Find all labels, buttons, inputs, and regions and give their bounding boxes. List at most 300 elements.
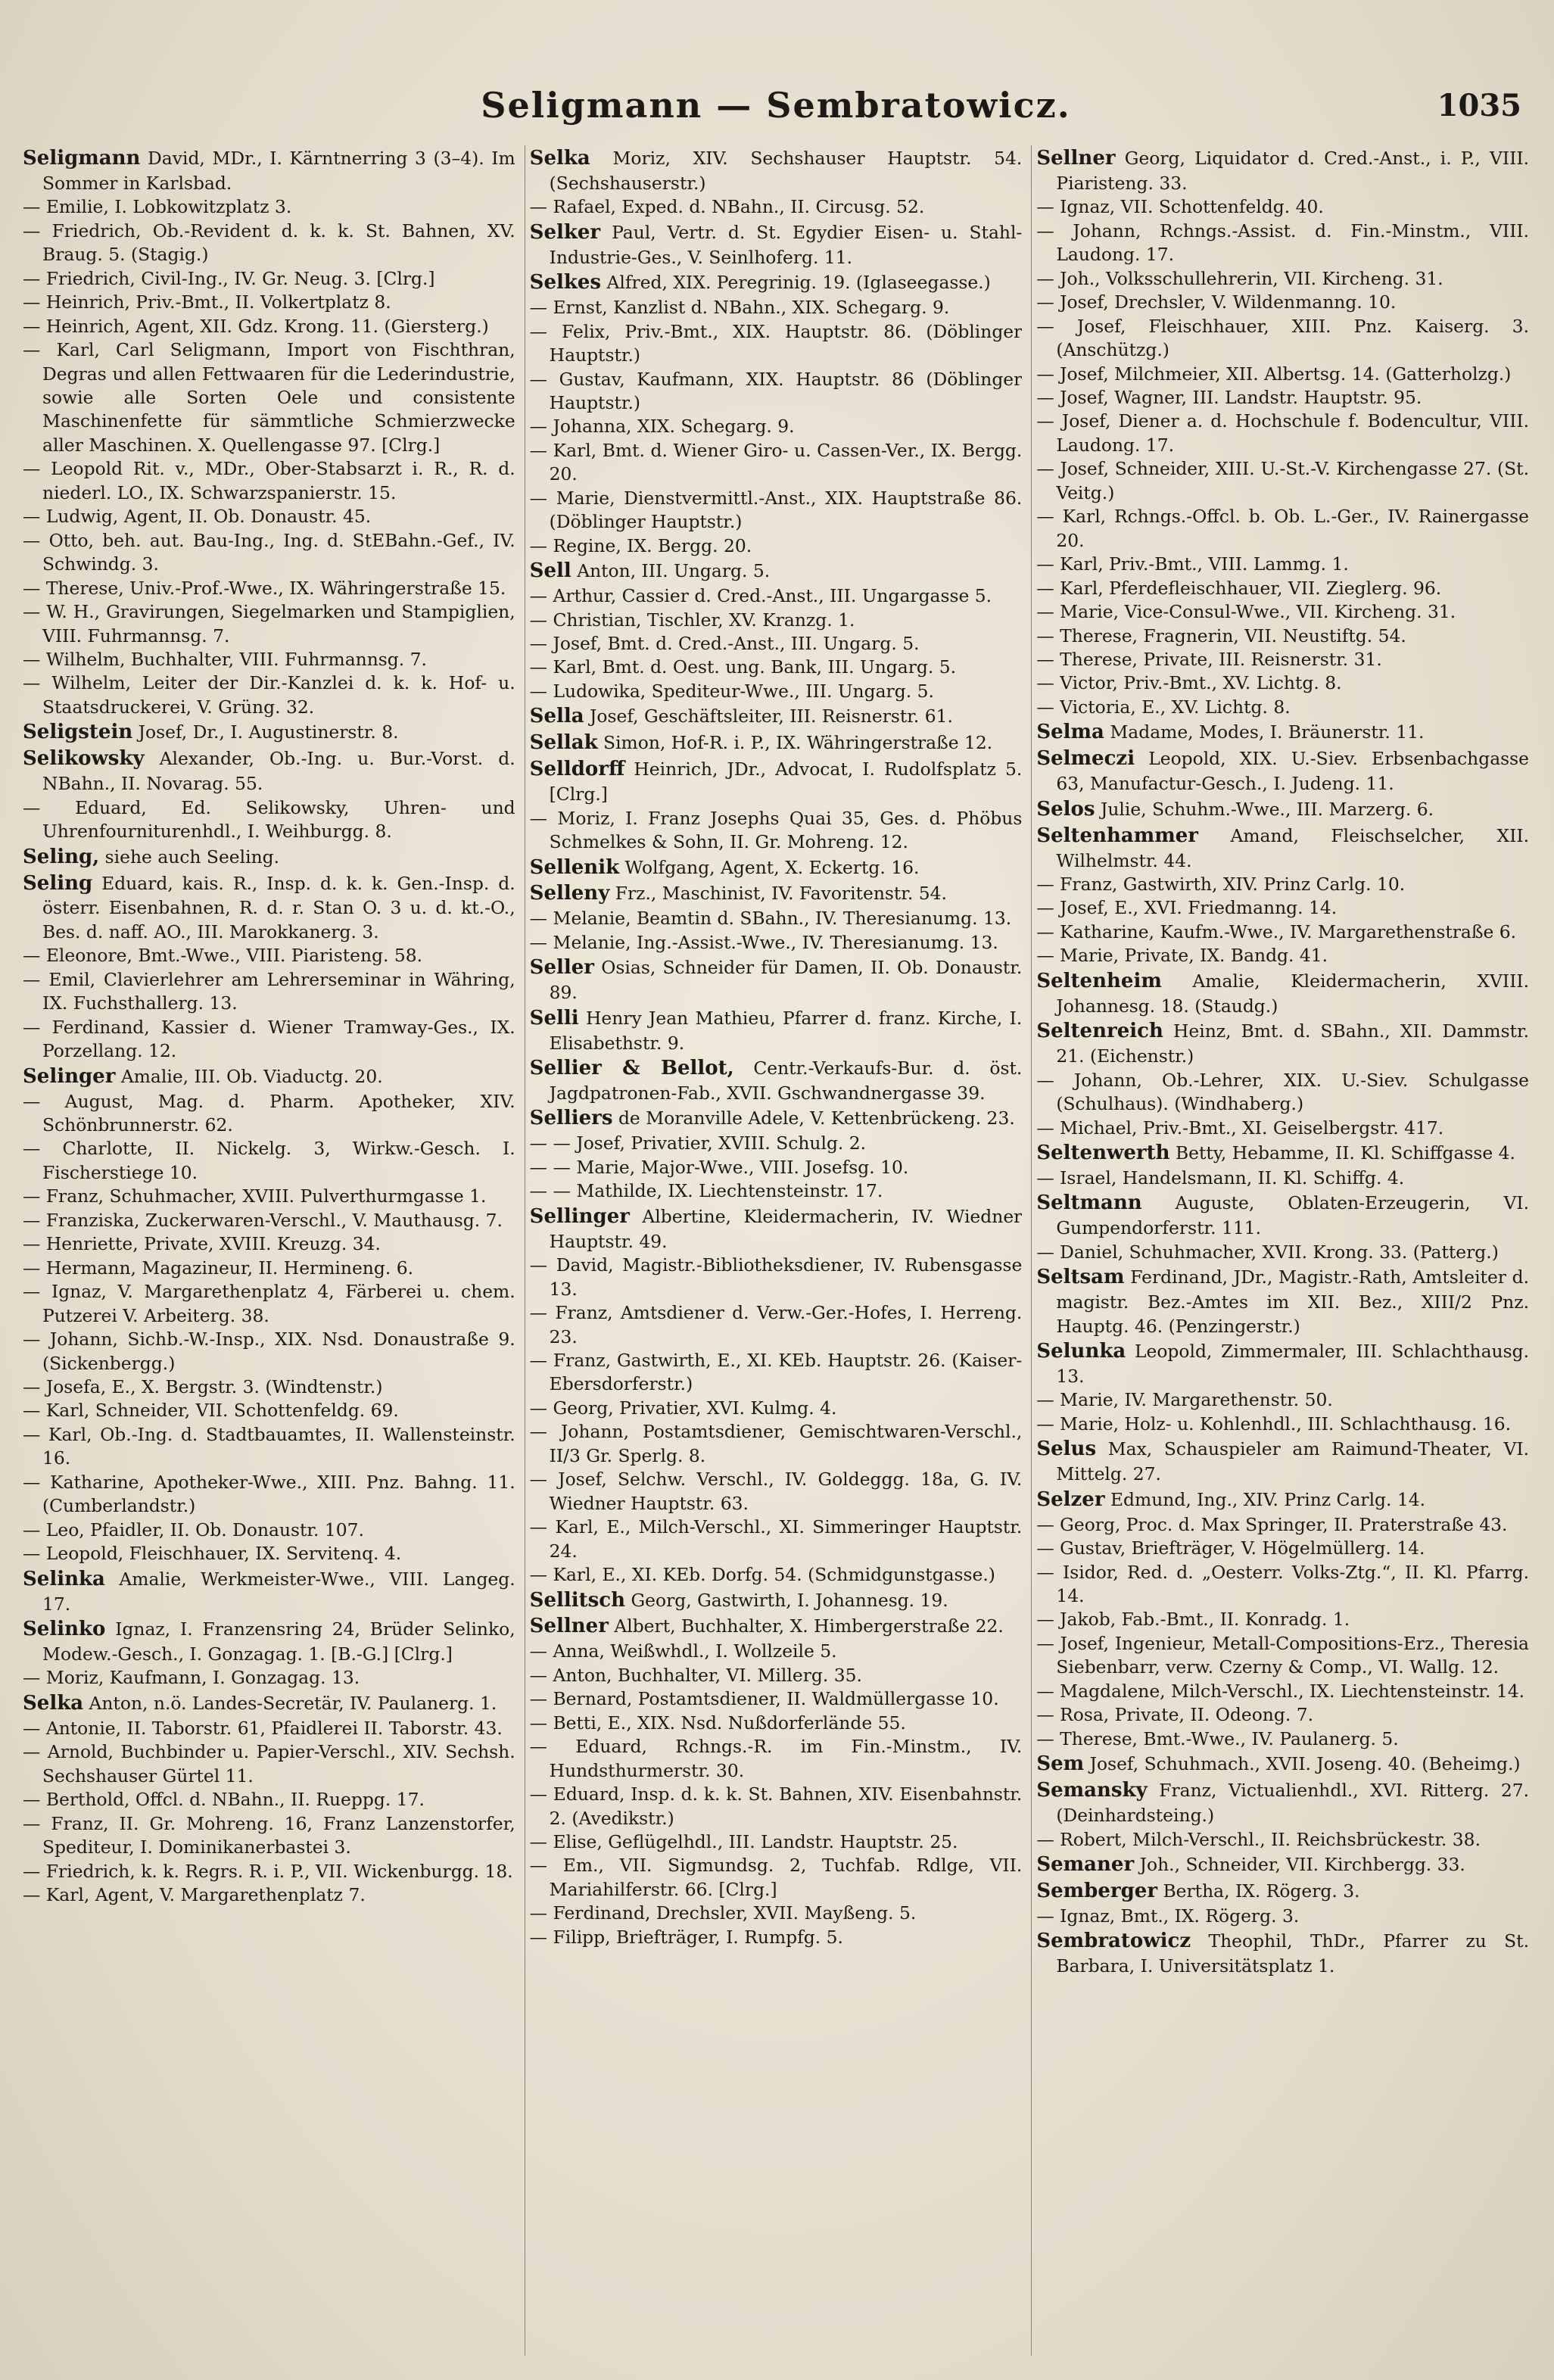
entry-text: Alexander, Ob.-Ing. u. Bur.-Vorst. d. NBahn., II. Novarag. 55. xyxy=(42,748,515,795)
entry-text: — Karl, Agent, V. Margarethenplatz 7. xyxy=(23,1883,366,1905)
directory-entry xyxy=(23,1788,515,1811)
directory-entry xyxy=(1036,1436,1529,1486)
entry-surname: Selka xyxy=(529,147,590,170)
entry-surname: Seling xyxy=(23,871,93,895)
directory-entry xyxy=(23,1616,515,1666)
directory-entry xyxy=(1036,1703,1529,1727)
entry-text: Ferdinand, JDr., Magistr.-Rath, Amtsleiter d. magistr. Bez.-Amtes im XII. Bez., XIII/2 Pnz. Hauptg. 46. (Penzingerstr.) xyxy=(1056,1266,1530,1337)
entry-text: — Johann, Ob.-Lehrer, XIX. U.-Siev. Schulgasse (Schulhaus). (Windhaberg.) xyxy=(1036,1069,1530,1115)
directory-entry xyxy=(1036,1264,1529,1338)
entry-text: — Franz, Amtsdiener d. Verw.-Ger.-Hofes, I. Herreng. 23. xyxy=(529,1302,1023,1347)
directory-entry xyxy=(1036,648,1529,671)
directory-entry xyxy=(530,880,1023,907)
directory-entry xyxy=(1036,823,1529,873)
entry-text: — Victoria, E., XV. Lichtg. 8. xyxy=(1036,696,1291,718)
entry-surname: Sellenik xyxy=(529,855,620,879)
directory-entry xyxy=(23,1717,515,1740)
directory-entry xyxy=(23,1740,515,1788)
entry-text: — Karl, Bmt. d. Oest. ung. Bank, III. Ungarg. 5. xyxy=(529,656,957,678)
entry-text: de Moranville Adele, V. Kettenbrückeng. 23. xyxy=(618,1107,1015,1129)
entry-text: — Charlotte, II. Nickelg. 3, Wirkw.-Gesch. I. Fischerstiege 10. xyxy=(23,1138,515,1183)
entry-text: — Therese, Univ.-Prof.-Wwe., IX. Währingerstraße 15. xyxy=(23,577,506,599)
entry-surname: Seltmann xyxy=(1036,1192,1142,1215)
directory-entry xyxy=(23,1883,515,1907)
entry-text: — Ernst, Kanzlist d. NBahn., XIX. Schegarg. 9. xyxy=(529,297,950,319)
entry-text: — Franziska, Zuckerwaren-Verschl., V. Mauthausg. 7. xyxy=(23,1209,503,1231)
directory-entry xyxy=(1036,1487,1529,1513)
directory-entry xyxy=(1036,457,1529,505)
entry-text: — Heinrich, Priv.-Bmt., II. Volkertplatz 8. xyxy=(23,291,391,313)
directory-entry xyxy=(530,558,1023,584)
entry-text: Centr.-Verkaufs-Bur. d. öst. Jagdpatronen-Fab., XVII. Gschwandnergasse 39. xyxy=(549,1058,1023,1104)
entry-surname: Sellak xyxy=(529,731,598,755)
directory-entry xyxy=(530,1587,1023,1614)
entry-text: — Marie, IV. Margarethenstr. 50. xyxy=(1036,1389,1333,1411)
entry-text: Theophil, ThDr., Pfarrer zu St. Barbara, I. Universitätsplatz 1. xyxy=(1056,1930,1530,1977)
directory-entry xyxy=(530,1055,1023,1105)
directory-entry xyxy=(23,1423,515,1471)
entry-text: — Therese, Fragnerin, VII. Neustiftg. 54. xyxy=(1036,625,1406,646)
entry-text: Amand, Fleischselcher, XII. Wilhelmstr. 44. xyxy=(1056,824,1530,871)
directory-entry xyxy=(530,703,1023,730)
directory-entry xyxy=(1036,1608,1529,1631)
directory-entry xyxy=(23,1064,515,1090)
entry-text: — Magdalene, Milch-Verschl., IX. Liechtensteinstr. 14. xyxy=(1036,1680,1525,1702)
entry-text: — Friedrich, Ob.-Revident d. k. k. St. Bahnen, XV. Braug. 5. (Stagig.) xyxy=(23,220,515,266)
directory-entry xyxy=(530,1204,1023,1254)
entry-text: — Leopold Rit. v., MDr., Ober-Stabsarzt i. R., R. d. niederl. LO., IX. Schwarzspanierstr. 15. xyxy=(23,458,515,503)
directory-entry xyxy=(1036,719,1529,746)
directory-entry xyxy=(23,338,515,457)
entry-text: — Eduard, Rchngs.-R. im Fin.-Minstm., IV. Hundsthurmerstr. 30. xyxy=(529,1736,1023,1781)
directory-entry xyxy=(1036,1828,1529,1852)
entry-text: — Karl, E., Milch-Verschl., XI. Simmeringer Hauptstr. 24. xyxy=(529,1516,1023,1562)
entry-text: — Karl, Priv.-Bmt., VIII. Lammg. 1. xyxy=(1036,553,1349,575)
entry-text: — Otto, beh. aut. Bau-Ing., Ing. d. StEBahn.-Gef., IV. Schwindg. 3. xyxy=(23,529,515,575)
entry-surname: Sellitsch xyxy=(529,1588,626,1612)
entry-surname: Semaner xyxy=(1036,1852,1135,1876)
entry-text: — Berthold, Offcl. d. NBahn., II. Rueppg. 17. xyxy=(23,1789,425,1811)
directory-entry xyxy=(1036,696,1529,719)
entry-text: — Franz, Gastwirth, XIV. Prinz Carlg. 10. xyxy=(1036,874,1406,896)
directory-entry xyxy=(530,584,1023,608)
entry-text: — Arthur, Cassier d. Cred.-Anst., III. Ungargasse 5. xyxy=(529,585,992,607)
entry-text: Henry Jean Mathieu, Pfarrer d. franz. Kirche, I. Elisabethstr. 9. xyxy=(549,1007,1023,1054)
directory-entry xyxy=(1036,315,1529,363)
entry-surname: Sem xyxy=(1036,1752,1085,1776)
directory-entry xyxy=(1036,1680,1529,1703)
entry-text: — Josef, Ingenieur, Metall-Compositions-Erz., Theresia Siebenbarr, verw. Czerny & Comp., VI. Wallg. 12. xyxy=(1036,1632,1530,1678)
directory-entry xyxy=(1036,1069,1529,1117)
entry-text: — Josef, Bmt. d. Cred.-Anst., III. Ungarg. 5. xyxy=(529,633,920,654)
entry-text: — Felix, Priv.-Bmt., XIX. Hauptstr. 86. (Döblinger Hauptstr.) xyxy=(529,320,1023,366)
entry-text: — Georg, Proc. d. Max Springer, II. Praterstraße 43. xyxy=(1036,1513,1508,1535)
entry-surname: Seltenwerth xyxy=(1036,1141,1170,1164)
entry-text: — Karl, Carl Seligmann, Import von Fischthran, Degras und allen Fettwaaren für die Lederindustrie, sowie alle Sorten Oele und consistente Maschinenfette für sämmtliche Schmierzwecke aller Maschinen. X. Quellengasse 97. [Clrg.] xyxy=(23,339,515,456)
directory-entry xyxy=(1036,1018,1529,1068)
entry-text: Josef, Schuhmach., XVII. Joseng. 40. (Beheimg.) xyxy=(1089,1753,1521,1775)
directory-entry xyxy=(530,1005,1023,1055)
entry-text: — Katharine, Apotheker-Wwe., XIII. Pnz. Bahng. 11. (Cumberlandstr.) xyxy=(23,1471,515,1517)
entry-text: — Friedrich, Civil-Ing., IV. Gr. Neug. 3. [Clrg.] xyxy=(23,267,435,289)
entry-surname: Seligstein xyxy=(23,721,133,744)
entry-text: — Josef, E., XVI. Friedmanng. 14. xyxy=(1036,897,1338,919)
entry-surname: Sella xyxy=(529,705,584,728)
entry-text: — Daniel, Schuhmacher, XVII. Krong. 33. (Patterg.) xyxy=(1036,1241,1499,1263)
entry-text: — Ludowika, Spediteur-Wwe., III. Ungarg. 5. xyxy=(529,680,934,702)
directory-entry xyxy=(530,1854,1023,1902)
directory-entry xyxy=(23,968,515,1016)
entry-surname: Selker xyxy=(529,220,601,244)
entry-text: Josef, Geschäftsleiter, III. Reisnerstr. 61. xyxy=(590,706,953,727)
directory-entry xyxy=(530,855,1023,881)
entry-surname: Sellner xyxy=(1036,147,1116,170)
directory-entry xyxy=(530,1735,1023,1783)
directory-entry xyxy=(1036,600,1529,624)
entry-text: Wolfgang, Agent, X. Eckertg. 16. xyxy=(624,856,920,878)
entry-text: siehe auch Seeling. xyxy=(104,846,280,868)
directory-entry xyxy=(530,145,1023,195)
entry-text: Bertha, IX. Rögerg. 3. xyxy=(1163,1880,1360,1902)
directory-entry xyxy=(530,756,1023,806)
entry-surname: Semberger xyxy=(1036,1879,1158,1902)
directory-entry xyxy=(530,1563,1023,1587)
entry-text: — — Marie, Major-Wwe., VIII. Josefsg. 10. xyxy=(529,1156,909,1178)
directory-entry xyxy=(530,1516,1023,1563)
page-title: Seligmann — Sembratowicz. xyxy=(481,85,1071,126)
directory-entry xyxy=(1036,1537,1529,1560)
directory-entry xyxy=(530,1926,1023,1949)
entry-text: Osias, Schneider für Damen, II. Ob. Donaustr. 89. xyxy=(549,957,1023,1004)
directory-entry xyxy=(530,320,1023,368)
entry-text: — Marie, Private, IX. Bandg. 41. xyxy=(1036,945,1328,967)
directory-entry xyxy=(1036,1727,1529,1751)
entry-text: — Victor, Priv.-Bmt., XV. Lichtg. 8. xyxy=(1036,672,1342,694)
entry-surname: Seller xyxy=(529,956,594,980)
directory-entry xyxy=(1036,505,1529,553)
directory-entry xyxy=(23,577,515,600)
entry-surname: Selikowsky xyxy=(23,747,145,771)
entry-text: Leopold, Zimmermaler, III. Schlachthausg. 13. xyxy=(1056,1341,1530,1387)
directory-entry xyxy=(530,1349,1023,1397)
directory-entry xyxy=(530,1420,1023,1468)
entry-surname: Selunka xyxy=(1036,1340,1126,1363)
directory-entry xyxy=(1036,873,1529,896)
entry-surname: Selzer xyxy=(1036,1488,1105,1511)
entry-text: Josef, Dr., I. Augustinerstr. 8. xyxy=(138,721,399,743)
entry-surname: Sellner xyxy=(529,1615,609,1638)
directory-entry xyxy=(23,1860,515,1883)
directory-columns xyxy=(23,145,1529,2356)
entry-text: Albert, Buchhalter, X. Himbergerstraße 22. xyxy=(614,1615,1004,1637)
directory-entry xyxy=(1036,1928,1529,1978)
entry-text: — Henriette, Private, XVIII. Kreuzg. 34. xyxy=(23,1233,381,1255)
entry-surname: Selmeczi xyxy=(1036,747,1135,771)
directory-entry xyxy=(530,907,1023,930)
directory-entry xyxy=(530,195,1023,219)
entry-text: — Antonie, II. Taborstr. 61, Pfaidlerei II. Taborstr. 43. xyxy=(23,1717,503,1739)
entry-text: Anton, III. Ungarg. 5. xyxy=(577,560,771,582)
entry-text: — Friedrich, k. k. Regrs. R. i. P., VII. Wickenburgg. 18. xyxy=(23,1860,513,1882)
page-header xyxy=(23,85,1529,138)
directory-entry xyxy=(530,269,1023,296)
directory-entry xyxy=(23,1690,515,1717)
directory-entry xyxy=(23,1328,515,1375)
entry-text: Joh., Schneider, VII. Kirchbergg. 33. xyxy=(1139,1853,1465,1875)
entry-surname: Seltenhammer xyxy=(1036,824,1199,847)
entry-surname: Seligmann xyxy=(23,147,141,170)
directory-entry xyxy=(530,1468,1023,1516)
directory-entry xyxy=(1036,968,1529,1018)
entry-text: — Israel, Handelsmann, II. Kl. Schiffg. 4. xyxy=(1036,1167,1405,1188)
entry-text: — — Josef, Privatier, XVIII. Schulg. 2. xyxy=(529,1132,867,1154)
entry-text: Max, Schauspieler am Raimund-Theater, VI. Mittelg. 27. xyxy=(1056,1438,1530,1485)
entry-text: — Ignaz, Bmt., IX. Rögerg. 3. xyxy=(1036,1905,1300,1927)
entry-text: — Filipp, Briefträger, I. Rumpfg. 5. xyxy=(529,1926,843,1948)
directory-entry xyxy=(530,415,1023,438)
entry-text: — Moriz, I. Franz Josephs Quai 35, Ges. d. Phöbus Schmelkes & Sohn, II. Gr. Mohreng. 12. xyxy=(529,807,1023,853)
entry-text: Anton, n.ö. Landes-Secretär, IV. Paulanerg. 1. xyxy=(89,1692,497,1714)
entry-text: — Josef, Drechsler, V. Wildenmanng. 10. xyxy=(1036,291,1397,313)
directory-entry xyxy=(530,296,1023,319)
directory-entry xyxy=(1036,1632,1529,1680)
directory-entry xyxy=(23,844,515,871)
directory-entry xyxy=(530,1613,1023,1640)
directory-entry xyxy=(1036,1413,1529,1436)
directory-entry xyxy=(23,796,515,844)
entry-text: Franz, Victualienhdl., XVI. Ritterg. 27. (Deinhardsteing.) xyxy=(1056,1780,1530,1827)
entry-text: — Karl, Rchngs.-Offcl. b. Ob. L.-Ger., IV. Rainergasse 20. xyxy=(1036,506,1530,551)
entry-text: — Karl, Ob.-Ing. d. Stadtbauamtes, II. Wallensteinstr. 16. xyxy=(23,1423,515,1469)
entry-text: — Josef, Milchmeier, XII. Albertsg. 14. (Gatterholzg.) xyxy=(1036,363,1512,385)
directory-entry xyxy=(23,1090,515,1138)
entry-text: — Elise, Geflügelhdl., III. Landstr. Hauptstr. 25. xyxy=(529,1831,958,1853)
directory-entry xyxy=(530,807,1023,855)
directory-entry xyxy=(23,648,515,671)
entry-text: — Melanie, Ing.-Assist.-Wwe., IV. Theresianumg. 13. xyxy=(529,931,998,953)
entry-text: — Marie, Vice-Consul-Wwe., VII. Kircheng. 31. xyxy=(1036,601,1456,623)
directory-entry xyxy=(23,1280,515,1328)
entry-text: — Therese, Private, III. Reisnerstr. 31. xyxy=(1036,649,1382,670)
entry-text: — Ignaz, VII. Schottenfeldg. 40. xyxy=(1036,196,1324,218)
directory-entry xyxy=(1036,363,1529,386)
directory-entry xyxy=(530,1254,1023,1301)
directory-entry xyxy=(530,1301,1023,1349)
directory-entry xyxy=(23,220,515,267)
entry-surname: Seling, xyxy=(23,845,100,868)
entry-text: Leopold, XIX. U.-Siev. Erbsenbachgasse 63, Manufactur-Gesch., I. Judeng. 11. xyxy=(1056,748,1530,795)
directory-entry xyxy=(530,368,1023,416)
entry-text: — Ignaz, V. Margarethenplatz 4, Färberei u. chem. Putzerei V. Arbeiterg. 38. xyxy=(23,1281,515,1326)
directory-entry xyxy=(530,1664,1023,1687)
entry-text: — Franz, Gastwirth, E., XI. KEb. Hauptstr. 26. (Kaiser-Ebersdorferstr.) xyxy=(529,1349,1023,1395)
entry-text: — Josef, Fleischhauer, XIII. Pnz. Kaiserg. 3. (Anschützg.) xyxy=(1036,315,1530,361)
directory-entry xyxy=(530,1830,1023,1854)
entry-surname: Seltenheim xyxy=(1036,969,1162,992)
page-number: 1035 xyxy=(1437,88,1521,123)
directory-entry xyxy=(530,1397,1023,1420)
directory-entry xyxy=(530,730,1023,756)
directory-entry xyxy=(23,1812,515,1860)
directory-entry xyxy=(1036,386,1529,410)
directory-entry xyxy=(1036,291,1529,314)
directory-entry xyxy=(23,871,515,945)
entry-surname: Semansky xyxy=(1036,1779,1148,1802)
entry-text: Betty, Hebamme, II. Kl. Schiffgasse 4. xyxy=(1175,1142,1515,1164)
entry-text: — Rosa, Private, II. Odeong. 7. xyxy=(1036,1704,1314,1726)
entry-text: — Isidor, Red. d. „Oesterr. Volks-Ztg.“, II. Kl. Pfarrg. 14. xyxy=(1036,1561,1530,1607)
directory-entry xyxy=(1036,267,1529,291)
entry-text: — Emil, Clavierlehrer am Lehrerseminar in Währing, IX. Fuchsthallerg. 13. xyxy=(23,968,515,1014)
directory-entry xyxy=(23,600,515,648)
entry-surname: Selleny xyxy=(529,882,610,905)
directory-entry xyxy=(1036,1190,1529,1240)
entry-text: — Karl, E., XI. KEb. Dorfg. 54. (Schmidgunstgasse.) xyxy=(529,1564,995,1586)
entry-text: — Rafael, Exped. d. NBahn., II. Circusg. 52. xyxy=(529,196,925,218)
directory-entry xyxy=(1036,1905,1529,1928)
entry-surname: Sell xyxy=(529,559,571,583)
entry-text: Georg, Liquidator d. Cred.-Anst., i. P., VIII. Piaristeng. 33. xyxy=(1056,148,1529,194)
entry-text: — Ferdinand, Kassier d. Wiener Tramway-Ges., IX. Porzellang. 12. xyxy=(23,1016,515,1062)
directory-entry xyxy=(1036,1561,1529,1609)
entry-text: — Johann, Postamtsdiener, Gemischtwaren-Verschl., II/3 Gr. Sperlg. 8. xyxy=(529,1421,1023,1466)
entry-surname: Selus xyxy=(1036,1438,1097,1461)
directory-entry xyxy=(23,1257,515,1280)
entry-text: Madame, Modes, I. Bräunerstr. 11. xyxy=(1110,721,1425,743)
entry-text: — Wilhelm, Buchhalter, VIII. Fuhrmannsg. 7. xyxy=(23,649,427,670)
directory-entry xyxy=(23,1185,515,1208)
directory-entry xyxy=(1036,220,1529,267)
directory-entry xyxy=(23,1137,515,1185)
entry-surname: Selos xyxy=(1036,797,1095,821)
entry-text: — Moriz, Kaufmann, I. Gonzagag. 13. xyxy=(23,1667,360,1689)
directory-entry xyxy=(1036,921,1529,944)
entry-text: — Christian, Tischler, XV. Kranzg. 1. xyxy=(529,609,855,631)
directory-entry xyxy=(1036,1388,1529,1412)
entry-text: — Melanie, Beamtin d. SBahn., IV. Theresianumg. 13. xyxy=(529,908,1012,930)
entry-text: — Franz, II. Gr. Mohreng. 16, Franz Lanzenstorfer, Spediteur, I. Dominikanerbastei 3. xyxy=(23,1812,515,1858)
directory-entry xyxy=(530,487,1023,534)
entry-text: — Karl, Pferdefleischhauer, VII. Zieglerg. 96. xyxy=(1036,577,1442,599)
entry-text: Amalie, Werkmeister-Wwe., VIII. Langeg. 17. xyxy=(42,1568,515,1615)
directory-entry xyxy=(530,1712,1023,1735)
entry-text: — Betti, E., XIX. Nsd. Nußdorferlände 55. xyxy=(529,1712,906,1734)
entry-surname: Selma xyxy=(1036,721,1104,744)
entry-text: — Em., VII. Sigmundsg. 2, Tuchfab. Rdlge, VII. Mariahilferstr. 66. [Clrg.] xyxy=(529,1855,1023,1900)
entry-text: Edmund, Ing., XIV. Prinz Carlg. 14. xyxy=(1110,1488,1426,1510)
directory-entry xyxy=(23,291,515,314)
directory-entry xyxy=(23,746,515,796)
directory-entry xyxy=(530,632,1023,656)
entry-text: — Karl, Bmt. d. Wiener Giro- u. Cassen-Ver., IX. Bergg. 20. xyxy=(529,439,1023,485)
directory-entry xyxy=(23,267,515,291)
entry-text: — Eduard, Insp. d. k. k. St. Bahnen, XIV. Eisenbahnstr. 2. (Avedikstr.) xyxy=(529,1783,1023,1829)
entry-surname: Sellier & Bellot, xyxy=(529,1057,734,1080)
directory-entry xyxy=(23,1542,515,1565)
entry-text: — Georg, Privatier, XVI. Kulmg. 4. xyxy=(529,1397,837,1419)
entry-surname: Selliers xyxy=(529,1107,613,1130)
directory-entry xyxy=(1036,1852,1529,1878)
entry-surname: Sellinger xyxy=(529,1204,630,1228)
entry-text: — Josef, Schneider, XIII. U.-St.-V. Kirchengasse 27. (St. Veitg.) xyxy=(1036,458,1530,503)
directory-entry xyxy=(530,1179,1023,1203)
directory-entry xyxy=(23,1232,515,1256)
entry-text: — W. H., Gravirungen, Siegelmarken und Stampiglien, VIII. Fuhrmannsg. 7. xyxy=(23,601,515,646)
directory-entry xyxy=(1036,896,1529,920)
column-right xyxy=(1031,145,1529,2356)
entry-text: Auguste, Oblaten-Erzeugerin, VI. Gumpendorferstr. 111. xyxy=(1056,1192,1530,1239)
directory-entry xyxy=(23,145,515,195)
entry-text: Julie, Schuhm.-Wwe., III. Marzerg. 6. xyxy=(1100,798,1434,820)
entry-text: Alfred, XIX. Peregrinig. 19. (Iglaseegasse.) xyxy=(606,272,991,294)
entry-text: Albertine, Kleidermacherin, IV. Wiedner Hauptstr. 49. xyxy=(549,1205,1023,1252)
entry-text: Heinrich, JDr., Advocat, I. Rudolfsplatz 5. [Clrg.] xyxy=(549,759,1023,805)
entry-text: — Franz, Schuhmacher, XVIII. Pulverthurmgasse 1. xyxy=(23,1185,487,1207)
directory-entry xyxy=(530,1132,1023,1155)
entry-text: — Marie, Dienstvermittl.-Anst., XIX. Hauptstraße 86. (Döblinger Hauptstr.) xyxy=(529,487,1023,533)
directory-entry xyxy=(530,1105,1023,1132)
directory-entry xyxy=(530,955,1023,1005)
entry-text: — Bernard, Postamtsdiener, II. Waldmüllergasse 10. xyxy=(529,1688,999,1710)
entry-text: — Wilhelm, Leiter der Dir.-Kanzlei d. k. k. Hof- u. Staatsdruckerei, V. Grüng. 32. xyxy=(23,672,515,718)
directory-entry xyxy=(1036,1117,1529,1140)
directory-entry xyxy=(1036,410,1529,457)
directory-entry xyxy=(23,1209,515,1232)
directory-entry xyxy=(530,1902,1023,1925)
entry-text: — Leo, Pfaidler, II. Ob. Donaustr. 107. xyxy=(23,1519,364,1540)
entry-surname: Sembratowicz xyxy=(1036,1930,1191,1953)
directory-entry xyxy=(1036,625,1529,648)
directory-entry xyxy=(1036,796,1529,823)
directory-entry xyxy=(1036,1878,1529,1905)
directory-entry xyxy=(23,505,515,528)
directory-entry xyxy=(23,944,515,967)
entry-text: — David, Magistr.-Bibliotheksdiener, IV. Rubensgasse 13. xyxy=(529,1254,1023,1300)
entry-text: — Gustav, Kaufmann, XIX. Hauptstr. 86 (Döblinger Hauptstr.) xyxy=(529,368,1023,413)
entry-text: Heinz, Bmt. d. SBahn., XII. Dammstr. 21. (Eichenstr.) xyxy=(1056,1020,1530,1067)
entry-text: — Anna, Weißwhdl., I. Wollzeile 5. xyxy=(529,1640,837,1662)
entry-text: Moriz, XIV. Sechshauser Hauptstr. 54. (Sechshauserstr.) xyxy=(549,148,1023,194)
entry-text: Amalie, Kleidermacherin, XVIII. Johannesg. 18. (Staudg.) xyxy=(1056,970,1530,1017)
directory-entry xyxy=(23,195,515,219)
entry-surname: Seltenreich xyxy=(1036,1020,1163,1043)
entry-surname: Selinger xyxy=(23,1064,116,1088)
entry-text: — Josef, Diener a. d. Hochschule f. Bodencultur, VIII. Laudong. 17. xyxy=(1036,410,1530,456)
directory-entry xyxy=(23,1566,515,1616)
entry-surname: Selinko xyxy=(23,1618,106,1641)
directory-entry xyxy=(23,719,515,746)
directory-entry xyxy=(530,680,1023,703)
entry-text: Frz., Maschinist, IV. Favoritenstr. 54. xyxy=(615,883,947,905)
entry-text: — — Mathilde, IX. Liechtensteinstr. 17. xyxy=(529,1180,883,1202)
entry-text: — Ferdinand, Drechsler, XVII. Mayßeng. 5. xyxy=(529,1902,917,1924)
directory-entry xyxy=(1036,1513,1529,1537)
directory-entry xyxy=(23,671,515,719)
directory-entry xyxy=(23,315,515,338)
entry-text: — August, Mag. d. Pharm. Apotheker, XIV. Schönbrunnerstr. 62. xyxy=(23,1090,515,1136)
directory-entry xyxy=(1036,1751,1529,1777)
entry-text: — Karl, Schneider, VII. Schottenfeldg. 69. xyxy=(23,1400,399,1422)
directory-entry xyxy=(1036,671,1529,695)
entry-text: — Johann, Sichb.-W.-Insp., XIX. Nsd. Donaustraße 9. (Sickenbergg.) xyxy=(23,1329,515,1374)
entry-text: — Leopold, Fleischhauer, IX. Servitenq. 4. xyxy=(23,1543,402,1565)
entry-text: — Eduard, Ed. Selikowsky, Uhren- und Uhrenfourniturenhdl., I. Weihburgg. 8. xyxy=(23,796,515,843)
directory-entry xyxy=(530,1783,1023,1830)
entry-text: — Jakob, Fab.-Bmt., II. Konradg. 1. xyxy=(1036,1609,1350,1631)
directory-entry xyxy=(1036,746,1529,796)
entry-surname: Selldorff xyxy=(529,758,625,781)
directory-entry xyxy=(530,439,1023,487)
